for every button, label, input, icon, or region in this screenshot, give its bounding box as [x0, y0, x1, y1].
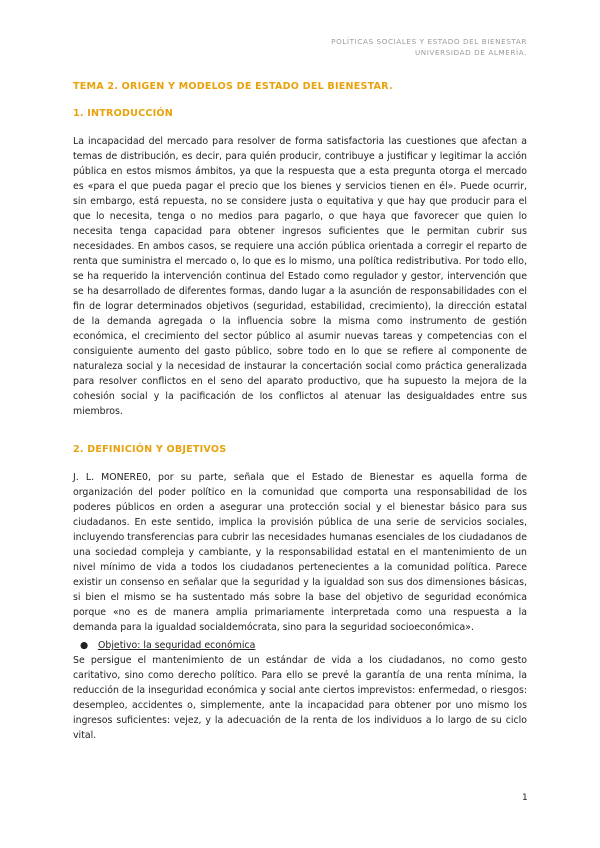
- definicion-paragraph: J. L. MONERE0, por su parte, señala que el Estado de Bienestar es aquella forma de organización del poder político en la comunidad que comporta una responsabilidad de los poderes públicos en orden a asegurar una protección social y el bienestar básico para sus ciudadanos. En este sentido, implica la provisión pública de una serie de servicios sociales, incluyendo transferencias para cubrir las necesidades humanas esenciales de los ciudadanos de una sociedad compleja y cambiante, y la responsabilidad estatal en el mantenimiento de un nivel mínimo de vida a todos los ciudadanos pertenecientes a la comunidad política. Parece existir un consenso en señalar que la seguridad y la igualdad son sus dos dimensiones básicas, si bien el mismo se ha sustentado más sobre la base del objetivo de seguridad económica porque «no es de manera amplia primariamente interpretada como una respuesta a la demanda para la igualdad socialdemócrata, sino para la seguridad socioeconómica».: [73, 472, 527, 633]
- running-header: [331, 36, 527, 58]
- bullet-icon: ●: [80, 640, 89, 651]
- header-university: UNIVERSIDAD DE ALMERÍA.: [414, 48, 527, 57]
- bullet-label: Objetivo: la seguridad económica: [98, 640, 256, 651]
- section-heading-introduccion: 1. INTRODUCCIÓN: [73, 108, 173, 119]
- header-course-title: POLÍTICAS SOCIALES Y ESTADO DEL BIENESTAR: [331, 37, 527, 46]
- document-title: TEMA 2. ORIGEN Y MODELOS DE ESTADO DEL BIENESTAR.: [73, 81, 393, 92]
- document-body: [73, 80, 527, 743]
- introduccion-paragraph: La incapacidad del mercado para resolver de forma satisfactoria las cuestiones que afectan a temas de distribución, es decir, para quién producir, contribuye a justificar y legitimar la acción pública en estos mismos ámbitos, ya que la respuesta que a esta pregunta otorga el mercado es «para el que pueda pagar el precio que los bienes y servicios tienen en él». Puede ocurrir, sin embargo, está repuesta, no se considere justa o equitativa y que hay que producir para el que lo necesita, tenga o no medios para pagarlo, o que haya que favorecer que quien lo necesita tenga capacidad para obtener ingresos suficientes que le permitan cubrir sus necesidades. En ambos casos, se requiere una acción pública orientada a corregir el reparto de renta que suministra el mercado o, lo que es lo mismo, una política redistributiva. Por todo ello, se ha requerido la intervención continua del Estado como regulador y gestor, intervención que se ha desarrollado de diferentes formas, dando lugar a la asunción de responsabilidades con el fin de lograr determinados objetivos (seguridad, estabilidad, crecimiento), la dirección estatal de la demanda agregada o la influencia sobre la misma como instrumento de gestión económica, el crecimiento del sector público al asumir nuevas tareas y competencias con el consiguiente aumento del gasto público, sobre todo en lo que se refiere al componente de naturaleza social y la necesidad de instaurar la concertación social como práctica generalizada para resolver conflictos en el seno del aparato productivo, que ha supuesto la mejora de la cohesión social y la pacificación de los conflictos al atenuar las desigualdades entre sus miembros.: [73, 136, 527, 417]
- list-item: [73, 638, 527, 653]
- section-heading-definicion: 2. DEFINICIÓN Y OBJETIVOS: [73, 444, 227, 455]
- page-number: 1: [522, 793, 528, 803]
- seguridad-paragraph: Se persigue el mantenimiento de un estándar de vida a los ciudadanos, no como gesto caritativo, sino como derecho político. Para ello se prevé la garantía de una renta mínima, la reducción de la inseguridad económica y social ante ciertos imprevistos: enfermedad, o riesgos: desempleo, accidentes o, simplemente, ante la incapacidad para obtener por uno mismo los ingresos suficientes: vejez, y la adecuación de la renta de los individuos a lo largo de su ciclo vital.: [73, 655, 527, 741]
